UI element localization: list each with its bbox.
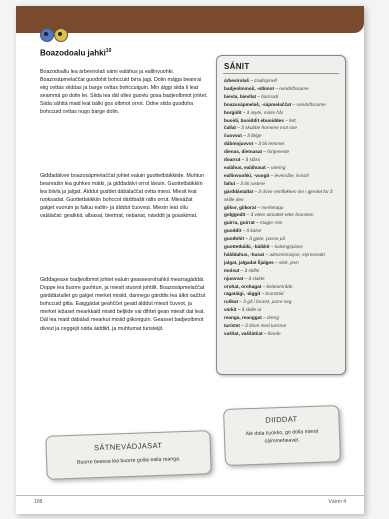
vocabulary-definition: å skifte (244, 267, 260, 273)
vocabulary-separator: – (245, 212, 251, 218)
vocabulary-term: bievla, bievllat (224, 93, 257, 99)
eye-icon (54, 28, 68, 42)
vocabulary-entry (224, 164, 342, 172)
vocabulary-term: turistet (224, 323, 240, 329)
vocabulary-term: orohat, orohagat (224, 283, 262, 289)
vocabulary-term: dábmojuvvot (224, 141, 254, 147)
article-paragraph: Giđđadálvve boazosápmelaččat johtet ealuin guottetbáikkiide. Muhtun beanrašin lea guhkes mátki, ja giđđadálvi orrot lávuin. Guottetbáikkiin lea biivla ja jalgat. Álddut guddet dábálaččat ovtta miesi. Miesit leat ruoksadat. Guottetbáikkiin bohccot dárbbašit ráfis orrut. Miesážat galget vuoruin ja falluu eallin- ja álddut čuovvut. Miesin leat ollu valálačat: geatkkit, albasat, biertnat, riebanat, návddit ja goaskimat. (40, 173, 205, 220)
vocabulary-definition: å røyte, miste hår (246, 109, 284, 115)
vocabulary-separator: – (264, 251, 270, 257)
vocabulary-term: guoddit (224, 228, 242, 234)
riddle-text: Ale dola čuokko, go dolla miesit čálmmeheavet. (245, 428, 319, 445)
icon-group (40, 28, 68, 42)
vocabulary-definition: å gå i brunst, parre seg (243, 299, 292, 305)
vocabulary-separator: – (241, 228, 247, 234)
vocabulary-entry (224, 117, 342, 125)
vocabulary-term: ealáhus, ealáhusat (224, 164, 266, 170)
vocabulary-term: doarrut (224, 157, 241, 163)
page-number: 108 (34, 499, 43, 505)
vocabulary-entry (224, 93, 342, 101)
vocabulary-definition: å følge (247, 133, 262, 139)
vocabulary-separator: – (262, 149, 268, 155)
vocabulary-definition: dreng (267, 315, 279, 321)
vocabulary-entry (224, 235, 342, 243)
vocabulary-entry (224, 77, 342, 85)
vocabulary-definition: barmark (261, 93, 279, 99)
vocabulary-term: hálddahus, -husat (224, 251, 265, 257)
vocabulary-term: jalgat, jalgadat ǩjalges (224, 259, 274, 265)
vocabulary-definition: reindriftssame (296, 101, 326, 107)
vocabulary-entry (224, 322, 342, 330)
vocabulary-term: eallinvuohki, -vuogit (224, 172, 270, 178)
vocabulary-term: badjeolmmoš, -olbmot (224, 85, 275, 91)
vocabulary-entry (224, 101, 342, 109)
vocabulary-box (216, 55, 346, 375)
vocabulary-separator: – (239, 267, 245, 273)
vocabulary-entry (224, 219, 342, 227)
vocabulary-definition: beiteområde (266, 283, 293, 289)
vocabulary-separator: – (283, 117, 290, 123)
vocabulary-term: vaššat, vaššátčat (224, 331, 263, 336)
footer-text: Várrin 4 (328, 499, 346, 505)
vocabulary-separator: – (261, 315, 267, 321)
vocabulary-entry (224, 211, 342, 219)
vocabulary-entry (224, 109, 342, 117)
vocabulary-separator: – (260, 291, 266, 297)
vocabulary-heading: SÁNIT (224, 62, 250, 71)
vocabulary-entry (224, 306, 342, 314)
vocabulary-separator: – (269, 172, 275, 178)
vocabulary-definition: næring (270, 164, 286, 170)
vocabulary-entry (224, 267, 342, 275)
riddle-card (223, 405, 341, 466)
vocabulary-separator: – (262, 331, 268, 336)
vocabulary-term: várkit (224, 307, 237, 313)
vocabulary-separator: – (269, 244, 275, 250)
vocabulary-separator: – (254, 220, 260, 226)
vocabulary-separator: – (241, 133, 248, 139)
vocabulary-term: čuovvut (224, 133, 242, 139)
vocabulary-term: buoidi, buoiddit ebuoiddes (224, 117, 284, 123)
vocabulary-separator: – (249, 78, 255, 83)
vocabulary-definition: å bli temmet (258, 141, 284, 147)
vocabulary-definition: brunsttid (265, 291, 284, 297)
vocabulary-term: golggodit (224, 212, 246, 218)
vocabulary-list (224, 77, 342, 338)
vocabulary-entry (224, 298, 342, 306)
vocabulary-term: boazosápmelaš, -sápmelaččat (224, 101, 292, 107)
vocabulary-separator: – (291, 101, 297, 107)
vocabulary-definition: merketapp (261, 204, 284, 210)
vocabulary-definition: administrasjon, styresmakt (269, 251, 325, 257)
vocabulary-separator: – (265, 164, 271, 170)
vocabulary-entry (224, 172, 342, 180)
vocabulary-entry (224, 180, 342, 188)
vocabulary-separator: – (256, 204, 262, 210)
vocabulary-entry (224, 275, 342, 283)
vocabulary-separator: – (244, 236, 250, 242)
vocabulary-term: ruškat (224, 299, 239, 305)
vocabulary-separator: – (261, 283, 267, 289)
vocabulary-entry (224, 290, 342, 298)
vocabulary-entry (224, 132, 342, 140)
vocabulary-entry (224, 140, 342, 148)
vocabulary-entry (224, 156, 342, 164)
header-bar (16, 6, 364, 33)
vocabulary-definition: å skille ut (241, 307, 262, 313)
vocabulary-separator: – (241, 109, 247, 115)
vocabulary-definition: fett (289, 117, 296, 123)
vocabulary-separator: – (235, 180, 241, 186)
vocabulary-definition: å gjete, passe på (249, 236, 285, 242)
vocabulary-term: fallut (224, 180, 236, 186)
vocabulary-entry (224, 124, 342, 132)
vocabulary-definition: å drive reinflokken inn i gjerdet for å skille den (224, 188, 333, 202)
vocabulary-separator: – (273, 259, 279, 265)
vocabulary-term: ragatáigi, -áiggit (224, 291, 261, 297)
vocabulary-entry (224, 283, 342, 291)
proverb-card (45, 430, 211, 480)
vocabulary-term: čallat (224, 125, 236, 131)
vocabulary-definition: levemåte, livsstil (274, 172, 309, 178)
vocabulary-definition: mager rein (259, 220, 283, 226)
vocabulary-definition: å slakte (248, 275, 265, 281)
vocabulary-definition: å kalve (246, 228, 262, 234)
vocabulary-term: árbevirolaš (224, 78, 250, 83)
vocabulary-term: giikor, giikorat (224, 204, 257, 210)
vocabulary-definition: reindriftssame (279, 85, 309, 91)
vocabulary-definition: tradisjonell (254, 78, 277, 83)
vocabulary-separator: – (240, 157, 246, 163)
vocabulary-entry (224, 227, 342, 235)
vocabulary-separator: – (236, 307, 242, 313)
vocabulary-definition: å slåss (245, 157, 261, 163)
vocabulary-term: guottetbáiki, -báikkit (224, 244, 270, 250)
vocabulary-term: guirra, guirrat (224, 220, 255, 226)
vocabulary-separator: – (238, 299, 244, 305)
vocabulary-definition: kalvingsplass (274, 244, 303, 250)
eye-icon (40, 28, 54, 42)
divider (223, 73, 339, 74)
vocabulary-term: reanga, reanggat (224, 315, 262, 321)
vocabulary-term: guođohit (224, 236, 245, 242)
vocabulary-term: njuovvat (224, 275, 244, 281)
vocabulary-entry (224, 314, 342, 322)
vocabulary-definition: å være utmattet etter brunsten (250, 212, 314, 218)
vocabulary-term: borgidit (224, 109, 242, 115)
vocabulary-definition: fortjeneste (267, 149, 290, 155)
vocabulary-entry (224, 85, 342, 93)
vocabulary-definition: å bli rostere (240, 180, 265, 186)
vocabulary-definition: å skubbe hornene mot noe (241, 125, 297, 131)
vocabulary-separator: – (256, 93, 262, 99)
vocabulary-definition: å drive med turisme (245, 323, 287, 329)
vocabulary-term: gárddástallat (224, 188, 254, 194)
article-paragraph: Giđđageaxe badjeolbmot johtet ealuin geasseorohahkii mearragáddái. Doppe lea buorre guohtun, ja miesit stuorot johtilit. Boazosápmelaččat gárddástallet go galget merket misiid, dannego gárddis lea álkit oažžut bohccuid gitta. Eaiggádat geahččet geaid álddut miesit čuvvot, ja merket iežaset mearkkaid misiid beljiide vai dihtet gean miesit dat leat. Dál lea maid dábálaš mearkut misiid giikoriguin. Geasset badjeolbmot divvut ja ceggejit odda áiddiid, ja muhtumat turisteijit. (40, 277, 206, 332)
vocabulary-entry (224, 204, 342, 212)
vocabulary-separator: – (274, 85, 280, 91)
vocabulary-separator: – (236, 125, 242, 131)
vocabulary-definition: fiende (267, 331, 281, 336)
proverb-text: Buorre beassa lea buorre gollai ealla reanga. (76, 456, 181, 466)
riddle-heading: DIIDDAT (265, 414, 298, 425)
proverb-heading: SÁTNEVÁDJASAT (93, 440, 163, 453)
vocabulary-separator: – (253, 141, 259, 147)
vocabulary-entry (224, 330, 342, 338)
vocabulary-separator: – (239, 323, 246, 329)
page (16, 6, 364, 514)
vocabulary-term: molsut (224, 267, 240, 273)
vocabulary-entry (224, 188, 342, 204)
vocabulary-entry (224, 259, 342, 267)
vocabulary-term: dienas, dietnasat (224, 149, 263, 155)
vocabulary-entry (224, 251, 342, 259)
vocabulary-separator: – (253, 188, 259, 194)
vocabulary-entry (224, 148, 342, 156)
footer-rule (16, 495, 364, 496)
vocabulary-entry (224, 243, 342, 251)
vocabulary-separator: – (243, 275, 249, 281)
article-paragraph: Boazodoallu lea árbevirolaš sámi ealáhus ja eallinvuohki. Boazosápmelaččat guođohit bohccuid birra jagi. Dolin májga beanrai eiig ovttas siiddas ja barge ovttas bohccuiguin. Min áiggi siida li leat seammá go dolin lei. Siida lea dál olles guovlu gosa badjeolbmot johtet. Siida sáhttá maid leat bálki gos olbmot orrot. Odne siida guođoha bohccuid ovttas nugo barge dolin. (40, 69, 208, 116)
article-title: Boazodoalu jahki$^{10}$ (40, 48, 112, 58)
vocabulary-definition: slett, jevn (278, 259, 299, 265)
